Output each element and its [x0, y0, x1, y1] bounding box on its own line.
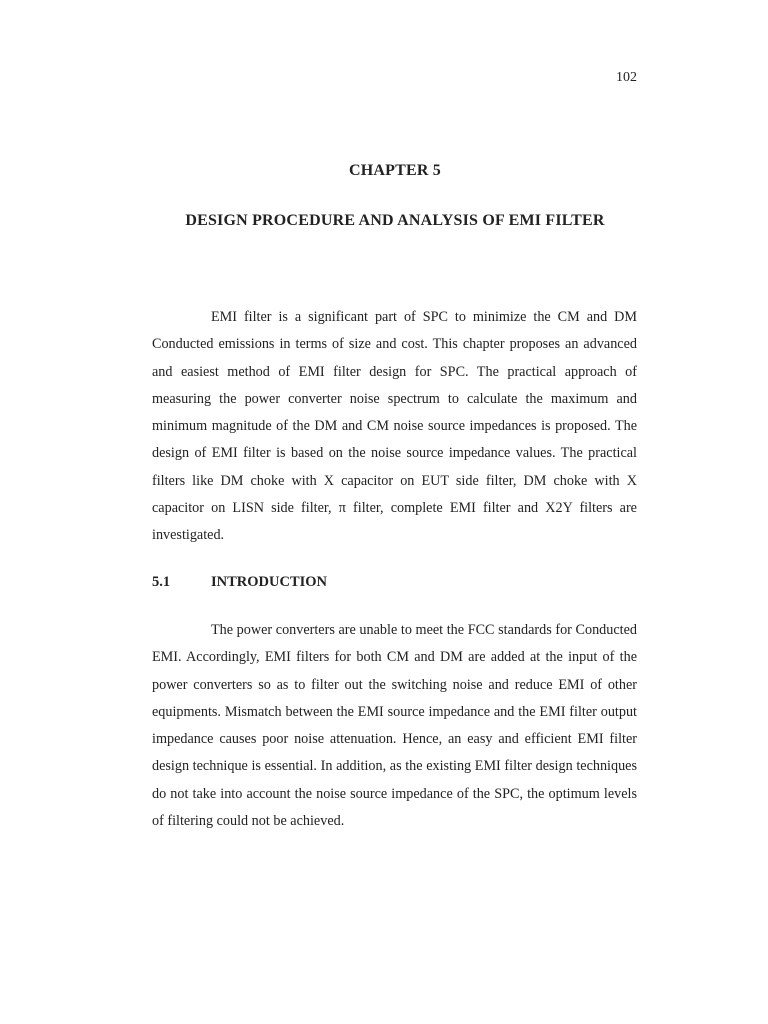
chapter-label: CHAPTER 5 — [348, 162, 442, 179]
intro-paragraph: EMI filter is a significant part of SPC to minimize the CM and DM Conducted emissions in terms of size and cost. This chapter proposes an advanced and easiest method of EMI filter design for SPC. The practical approach of measuring the power converter noise spectrum to calculate the maximum and minimum magnitude of the DM and CM noise source impedances is proposed. The design of EMI filter is based on the noise source impedance values. The practical filters like DM choke with X capacitor on EUT side filter, DM choke with X capacitor on LISN side filter, π filter, complete EMI filter and X2Y filters are investigated. — [152, 309, 637, 544]
section-title: INTRODUCTION — [211, 574, 328, 590]
section-number: 5.1 — [152, 574, 171, 590]
chapter-title: DESIGN PROCEDURE AND ANALYSIS OF EMI FILTER — [185, 212, 605, 229]
page-number: 102 — [616, 70, 637, 85]
introduction-paragraph: The power converters are unable to meet the FCC standards for Conducted EMI. Accordingly, EMI filters for both CM and DM are added at the input of the power converters so as to filter out the switching noise and reduce EMI of other equipments. Mismatch between the EMI source impedance and the EMI filter output impedance causes poor noise attenuation. Hence, an easy and efficient EMI filter design technique is essential. In addition, as the existing EMI filter design techniques do not take into account the noise source impedance of the SPC, the optimum levels of filtering could not be achieved. — [152, 622, 637, 830]
section-heading — [152, 574, 327, 591]
